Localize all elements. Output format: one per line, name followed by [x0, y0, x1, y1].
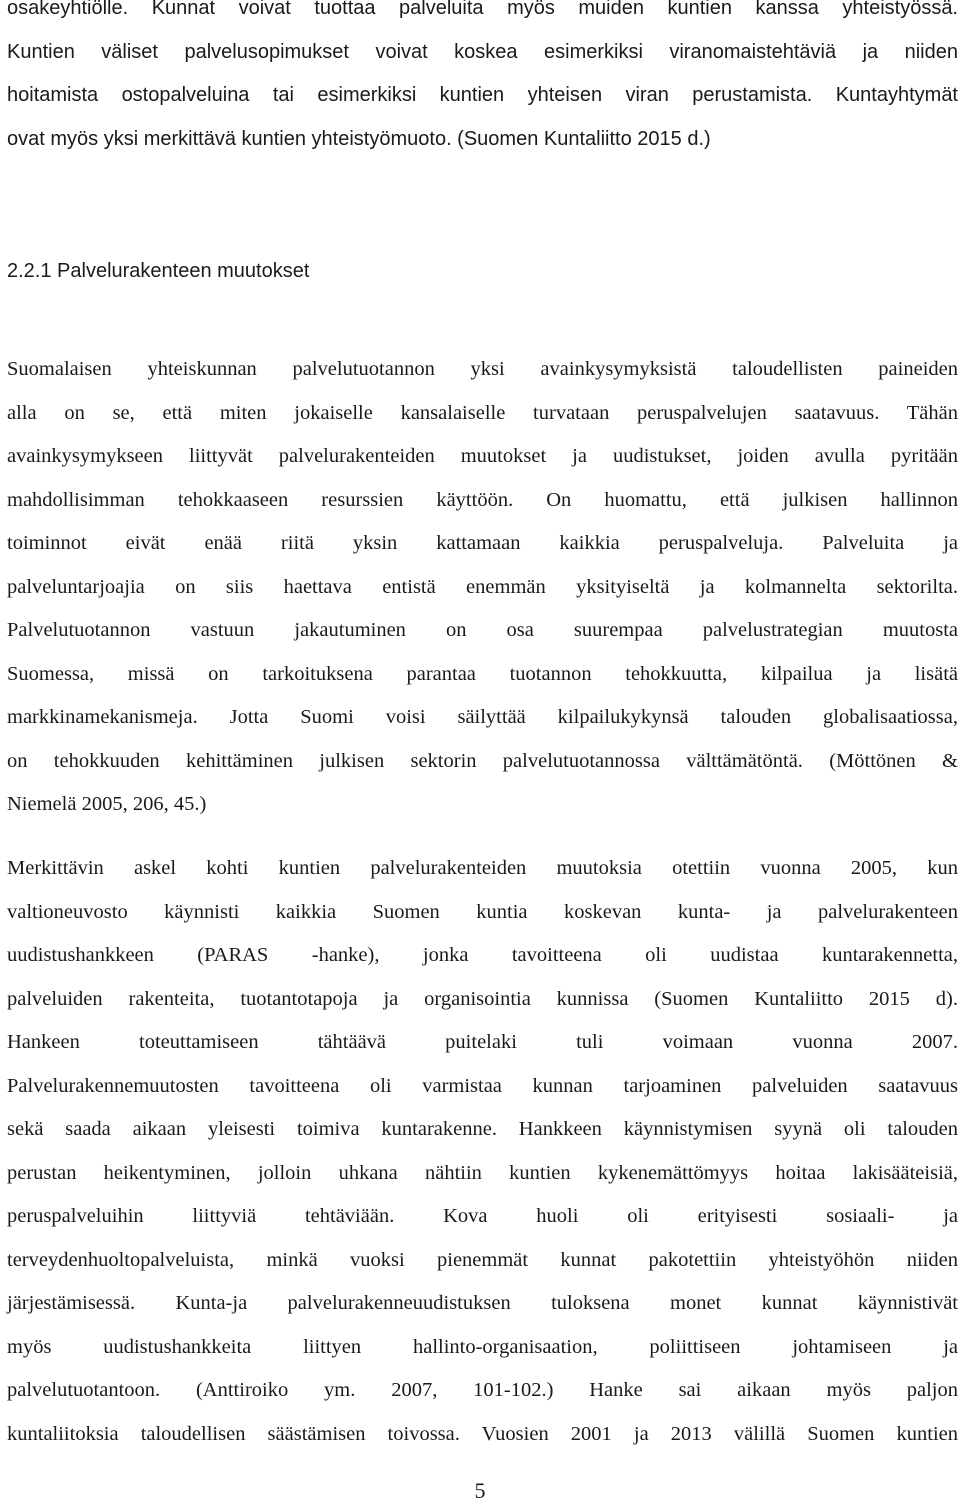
text-line: uudistushankkeen (PARAS -hanke), jonka tavoitteena oli uudistaa kuntarakennetta, [7, 944, 958, 966]
text-line: myös uudistushankkeita liittyen hallinto-organisaation, poliittiseen johtamiseen ja [7, 1335, 958, 1358]
text-line: palveluntarjoajia on siis haettava entistä enemmän yksityiseltä ja kolmannelta sektorilta. [7, 575, 958, 598]
text-line: valtioneuvosto käynnisti kaikkia Suomen kuntia koskevan kunta- ja palvelurakenteen [7, 900, 958, 923]
text-line: avainkysymykseen liittyvät palvelurakenteiden muutokset ja uudistukset, joiden avulla pyritään [7, 445, 958, 467]
text-line: Palvelutuotannon vastuun jakautuminen on osa suurempaa palvelustrategian muutosta [7, 619, 958, 641]
text-line: Suomalaisen yhteiskunnan palvelutuotannon yksi avainkysymyksistä taloudellisten paineiden [7, 358, 958, 380]
text-line: on tehokkuuden kehittäminen julkisen sektorin palvelutuotannossa välttämätöntä. (Möttönen & [7, 749, 958, 772]
text-line: kuntaliitoksia taloudellisen säästämisen toivossa. Vuosien 2001 ja 2013 välillä Suomen kuntien [7, 1422, 958, 1445]
section-heading: 2.2.1 Palvelurakenteen muutokset [7, 260, 310, 282]
text-line: terveydenhuoltopalveluista, minkä vuoksi pienemmät kunnat pakotettiin yhteistyöhön niiden [7, 1248, 958, 1271]
text-line: peruspalveluihin liittyviä tehtäviään. Kova huoli oli erityisesti sosiaali- ja [7, 1205, 958, 1227]
text-line: ovat myös yksi merkittävä kuntien yhteistyömuoto. (Suomen Kuntaliitto 2015 d.) [7, 127, 711, 150]
text-line: palvelutuotantoon. (Anttiroiko ym. 2007, 101-102.) Hanke sai aikaan myös paljon [7, 1379, 958, 1401]
text-line: palveluiden rakenteita, tuotantotapoja ja organisointia kunnissa (Suomen Kuntaliitto 2015 d). [7, 987, 958, 1010]
text-line: hoitamista ostopalveluina tai esimerkiksi kuntien yhteisen viran perustamista. Kuntayhtymät [7, 84, 958, 106]
text-line: markkinamekanismeja. Jotta Suomi voisi säilyttää kilpailukykynsä talouden globalisaatiossa, [7, 706, 958, 728]
paragraph-2 [7, 847, 958, 1456]
text-line: Kuntien väliset palvelusopimukset voivat koskea esimerkiksi viranomaistehtäviä ja niiden [7, 40, 958, 63]
text-line: alla on se, että miten jokaiselle kansalaiselle turvataan peruspalvelujen saatavuus. Tähän [7, 401, 958, 424]
text-line: toiminnot eivät enää riitä yksin kattamaan kaikkia peruspalveluja. Palveluita ja [7, 532, 958, 554]
text-line: Niemelä 2005, 206, 45.) [7, 793, 207, 815]
text-line: sekä saada aikaan yleisesti toimiva kuntarakenne. Hankkeen käynnistymisen syynä oli talouden [7, 1118, 958, 1140]
text-line: järjestämisessä. Kunta-ja palvelurakenneuudistuksen tuloksena monet kunnat käynnistivät [7, 1292, 958, 1314]
paragraph-1 [7, 348, 958, 827]
intro-paragraph [7, 0, 958, 161]
text-line: Suomessa, missä on tarkoituksena parantaa tuotannon tehokkuutta, kilpailua ja lisätä [7, 662, 958, 685]
text-line: perustan heikentyminen, jolloin uhkana nähtiin kuntien kykenemättömyys hoitaa lakisääteisiä, [7, 1161, 958, 1184]
text-line: Hankeen toteuttamiseen tähtäävä puitelaki tuli voimaan vuonna 2007. [7, 1031, 958, 1053]
text-line: Merkittävin askel kohti kuntien palvelurakenteiden muutoksia otettiin vuonna 2005, kun [7, 857, 958, 879]
text-line: osakeyhtiölle. Kunnat voivat tuottaa palveluita myös muiden kuntien kanssa yhteistyössä. [7, 0, 958, 19]
text-line: mahdollisimman tehokkaaseen resurssien käyttöön. On huomattu, että julkisen hallinnon [7, 488, 958, 511]
page-number: 5 [474, 1478, 486, 1503]
text-line: Palvelurakennemuutosten tavoitteena oli varmistaa kunnan tarjoaminen palveluiden saatavuus [7, 1074, 958, 1097]
